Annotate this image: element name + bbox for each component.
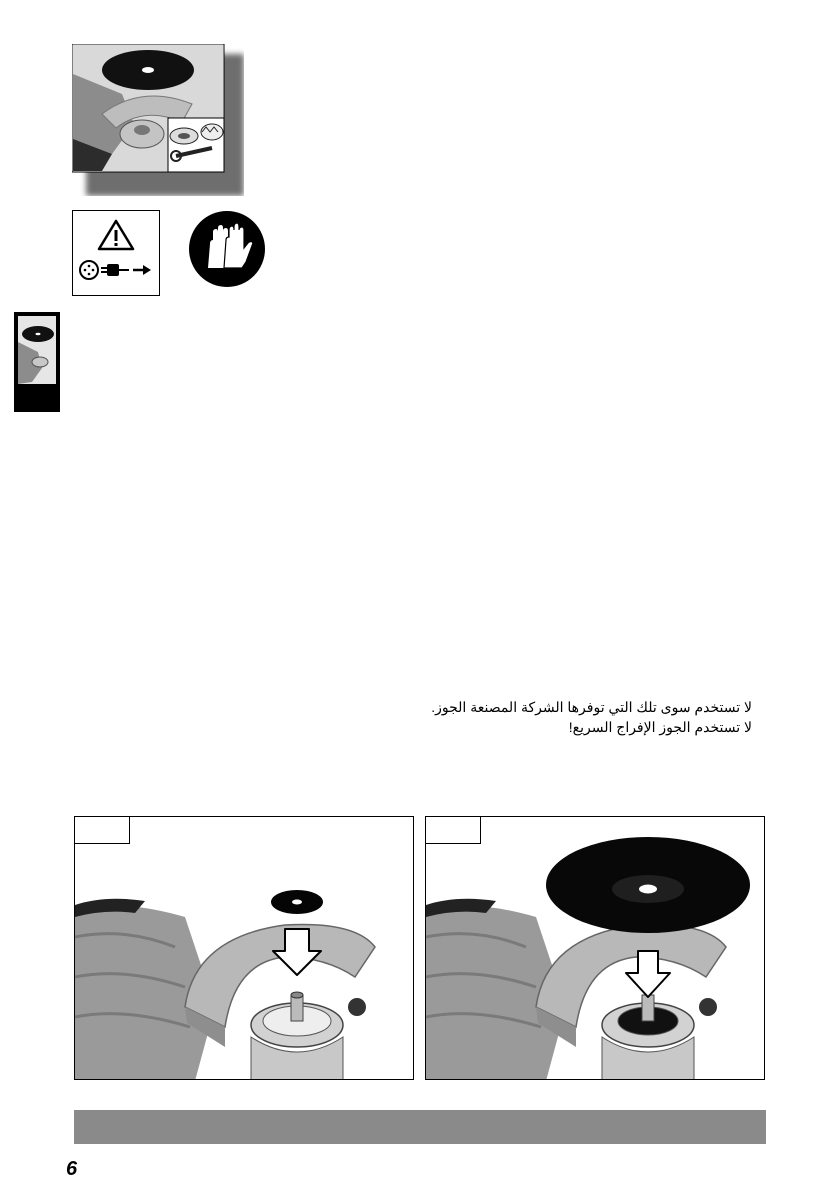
page-number: 6 <box>66 1158 78 1180</box>
warning-text-manufacturer-nuts: لا تستخدم سوى تلك التي توفرها الشركة المصنعة الجوز. <box>431 699 752 715</box>
warning-text-quick-release-nut: لا تستخدم الجوز الإفراج السريع! <box>568 719 752 735</box>
chapter-tab-thumbnail <box>14 312 60 412</box>
wear-gloves-icon <box>188 210 266 288</box>
unplug-warning-icon <box>72 210 160 296</box>
footer-bar <box>74 1110 766 1144</box>
grinder-disc-illustration <box>72 44 244 196</box>
figure-label-box-left <box>74 816 130 844</box>
figure-panel-flange <box>74 816 414 1080</box>
figure-panel-disc <box>425 816 765 1080</box>
figure-label-box-right <box>425 816 481 844</box>
